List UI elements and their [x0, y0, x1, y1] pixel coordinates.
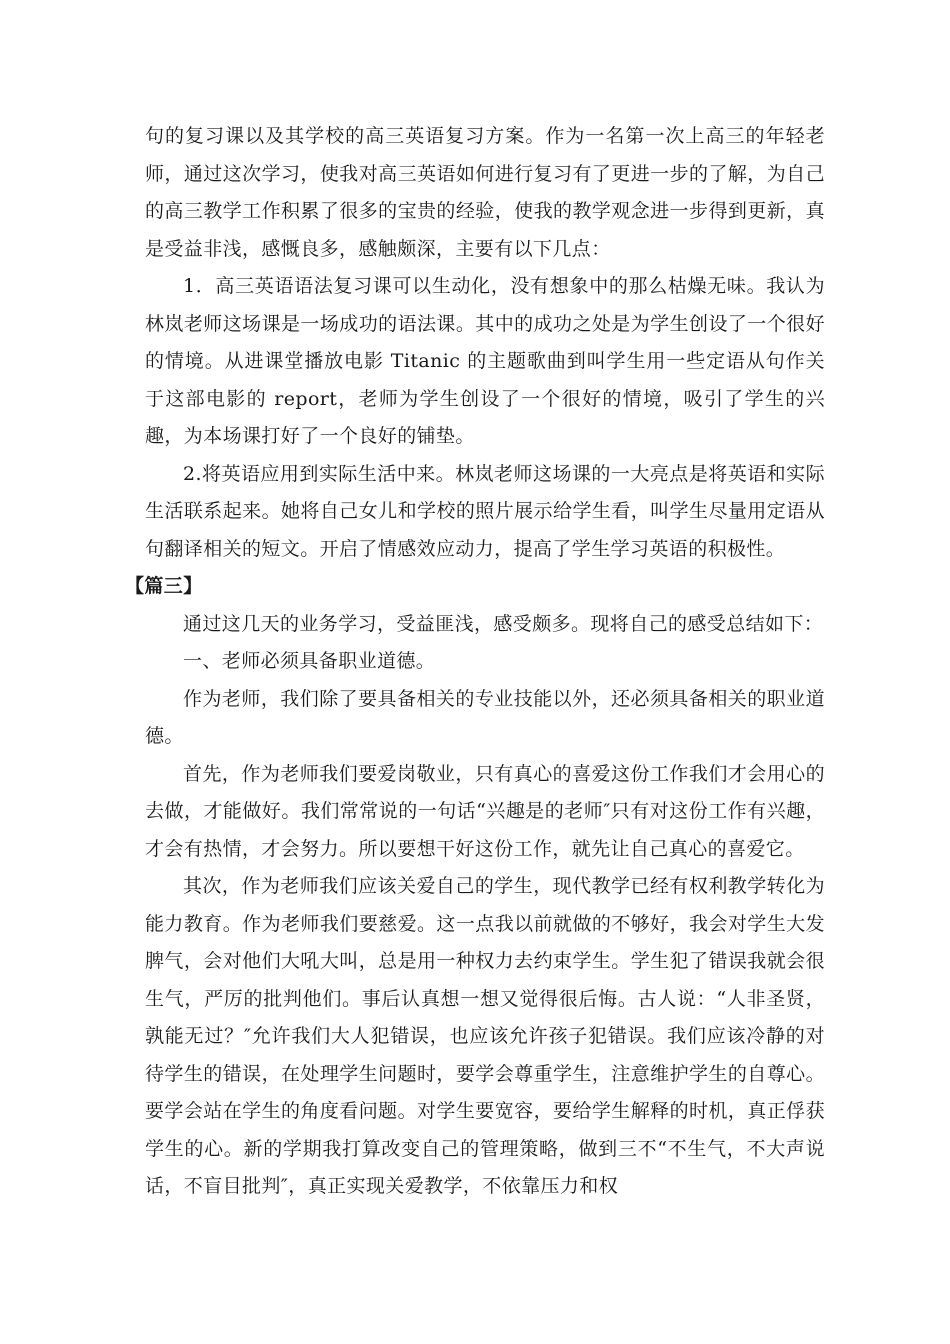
paragraph-second: 其次，作为老师我们应该关爱自己的学生，现代教学已经有权利教学转化为能力教育。作为老师我们要慈爱。这一点我以前就做的不够好，我会对学生大发脾气，会对他们大吼大叫，总是用一种权力去约束学生。学生犯了错误我就会很生气，严厉的批判他们。事后认真想一想又觉得很后悔。古人说：“人非圣贤，孰能无过？″允许我们大人犯错误，也应该允许孩子犯错误。我们应该冷静的对待学生的错误，在处理学生问题时，要学会尊重学生，注意维护学生的自尊心。要学会站在学生的角度看问题。对学生要宽容，要给学生解释的时机，真正俘获学生的心。新的学期我打算改变自己的管理策略，做到三不“不生气，不大声说话，不盲目批判″，真正实现关爱教学，不依靠压力和权 [145, 875, 825, 1197]
paragraph-intro: 句的复习课以及其学校的高三英语复习方案。作为一名第一次上高三的年轻老师，通过这次学习，使我对高三英语如何进行复习有了更进一步的了解，为自己的高三教学工作积累了很多的宝贵的经验，使我的教学观念进一步得到更新，真是受益非浅，感慨良多，感触颇深，主要有以下几点： [145, 125, 825, 260]
paragraph-point-1: 1．高三英语语法复习课可以生动化，没有想象中的那么枯燥无味。我认为林岚老师这场课是一场成功的语法课。其中的成功之处是为学生创设了一个很好的情境。从进课堂播放电影 Titanic 的主题歌曲到叫学生用一些定语从句作关于这部电影的 report，老师为学生创设了一个很好的情境，吸引了学生的兴趣，为本场课打好了一个良好的铺垫。 [145, 275, 825, 447]
paragraph-section-intro: 通过这几天的业务学习，受益匪浅，感受颇多。现将自己的感受总结如下： [183, 612, 824, 635]
paragraph-heading-1: 一、老师必须具备职业道德。 [183, 650, 436, 672]
paragraph-ethics: 作为老师，我们除了要具备相关的专业技能以外，还必须具备相关的职业道德。 [145, 687, 825, 747]
paragraph-point-2: 2.将英语应用到实际生活中来。林岚老师这场课的一大亮点是将英语和实际生活联系起来。她将自己女儿和学校的照片展示给学生看，叫学生尽量用定语从句翻译相关的短文。开启了情感效应动力，提高了学生学习英语的积极性。 [145, 462, 825, 560]
document-body [125, 118, 825, 1206]
paragraph-first: 首先，作为老师我们要爱岗敬业，只有真心的喜爱这份工作我们才会用心的去做，才能做好。我们常常说的一句话“兴趣是的老师″只有对这份工作有兴趣，才会有热情，才会努力。所以要想干好这份工作，就先让自己真心的喜爱它。 [145, 762, 825, 860]
section-title: 【篇三】 [125, 575, 203, 597]
